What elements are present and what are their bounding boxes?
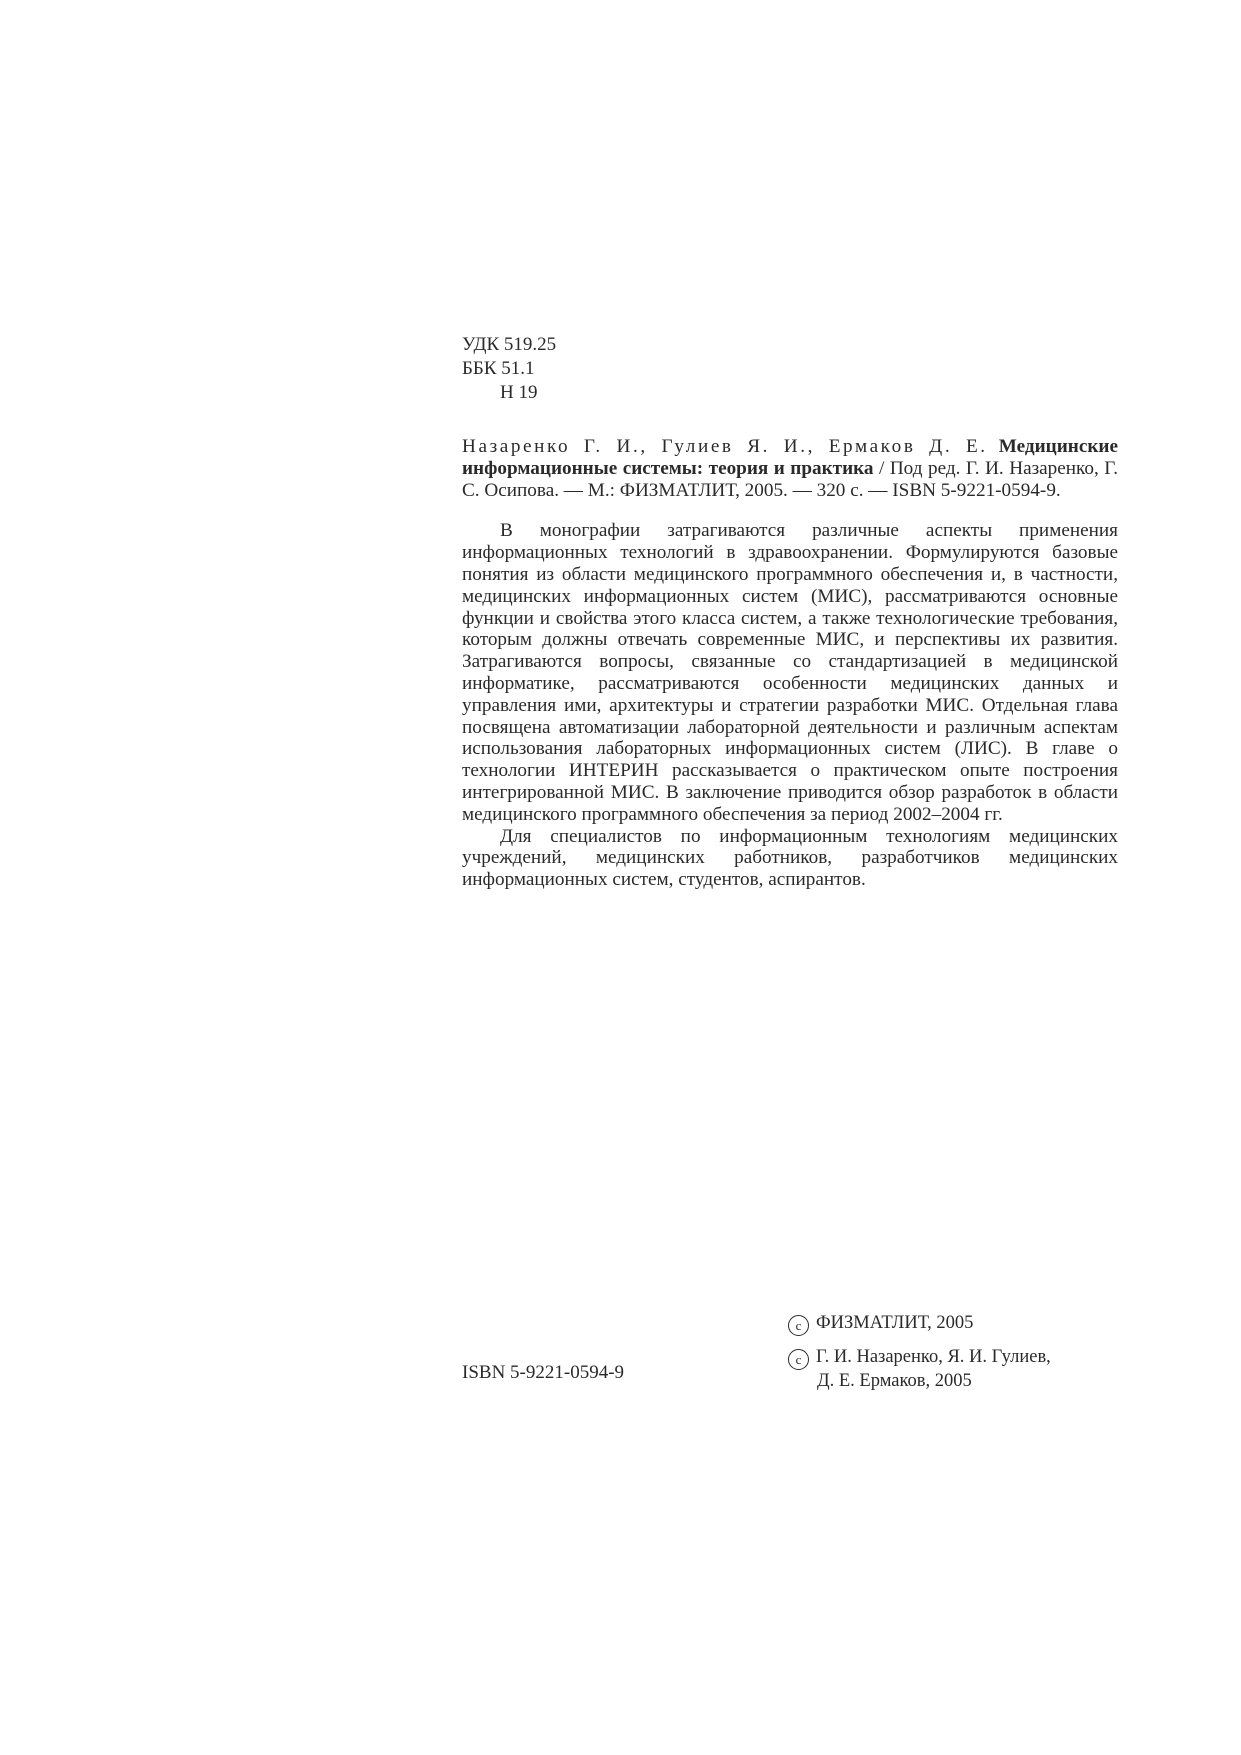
citation-authors: Назаренко Г. И., Гулиев Я. И., Ермаков Д. Е. <box>462 436 988 457</box>
author-mark: Н 19 <box>500 382 538 403</box>
copyright-publisher-text: ФИЗМАТЛИТ, 2005 <box>816 1313 974 1333</box>
copyright-icon: c <box>788 1315 809 1336</box>
bbk-code: ББК 51.1 <box>462 358 535 379</box>
copyright-authors-continued: Д. Е. Ермаков, 2005 <box>817 1371 972 1391</box>
copyright-publisher <box>788 1312 1051 1336</box>
copyright-block <box>788 1312 1051 1393</box>
bibliographic-text <box>462 436 1118 891</box>
citation-details: / Под ред. Г. И. Назаренко, Г. С. Осипова. — М.: ФИЗМАТЛИТ, 2005. — 320 с. — ISBN 5-9221-0594-9. <box>462 457 1119 501</box>
abstract-paragraph: В монографии затрагиваются различные аспекты применения информационных технологий в здравоохранении. Формулируются базовые понятия из области медицинского программного обеспечения и, в частности, медицинских информационных систем (МИС), рассматриваются основные функции и свойства этого класса систем, а также технологические требования, которым должны отвечать современные МИС, и перспективы их развития. Затрагиваются вопросы, связанные со стандартизацией в медицинской информатике, рассматриваются особенности медицинских данных и управления ими, архитектуры и стратегии разработки МИС. Отдельная глава посвящена автоматизации лабораторной деятельности и различным аспектам использования лабораторных информационных систем (ЛИС). В главе о технологии ИНТЕРИН рассказывается о практическом опыте построения интегрированной МИС. В заключение приводится обзор разработок в области медицинского программного обеспечения за период 2002–2004 гг. <box>462 520 1118 825</box>
citation-paragraph <box>462 436 1118 501</box>
copyright-icon: c <box>788 1349 809 1370</box>
copyright-authors <box>788 1346 1051 1370</box>
udk-code: УДК 519.25 <box>462 334 557 355</box>
copyright-authors-text: Г. И. Назаренко, Я. И. Гулиев, <box>816 1347 1051 1367</box>
isbn-number: ISBN 5-9221-0594-9 <box>462 1362 625 1383</box>
citation-title: Медицинские информационные системы: теория и практика <box>462 436 1118 479</box>
audience-paragraph: Для специалистов по информационным технологиям медицинских учреждений, медицинских работников, разработчиков медицинских информационных систем, студентов, аспирантов. <box>462 825 1118 891</box>
classification-block <box>462 333 556 405</box>
